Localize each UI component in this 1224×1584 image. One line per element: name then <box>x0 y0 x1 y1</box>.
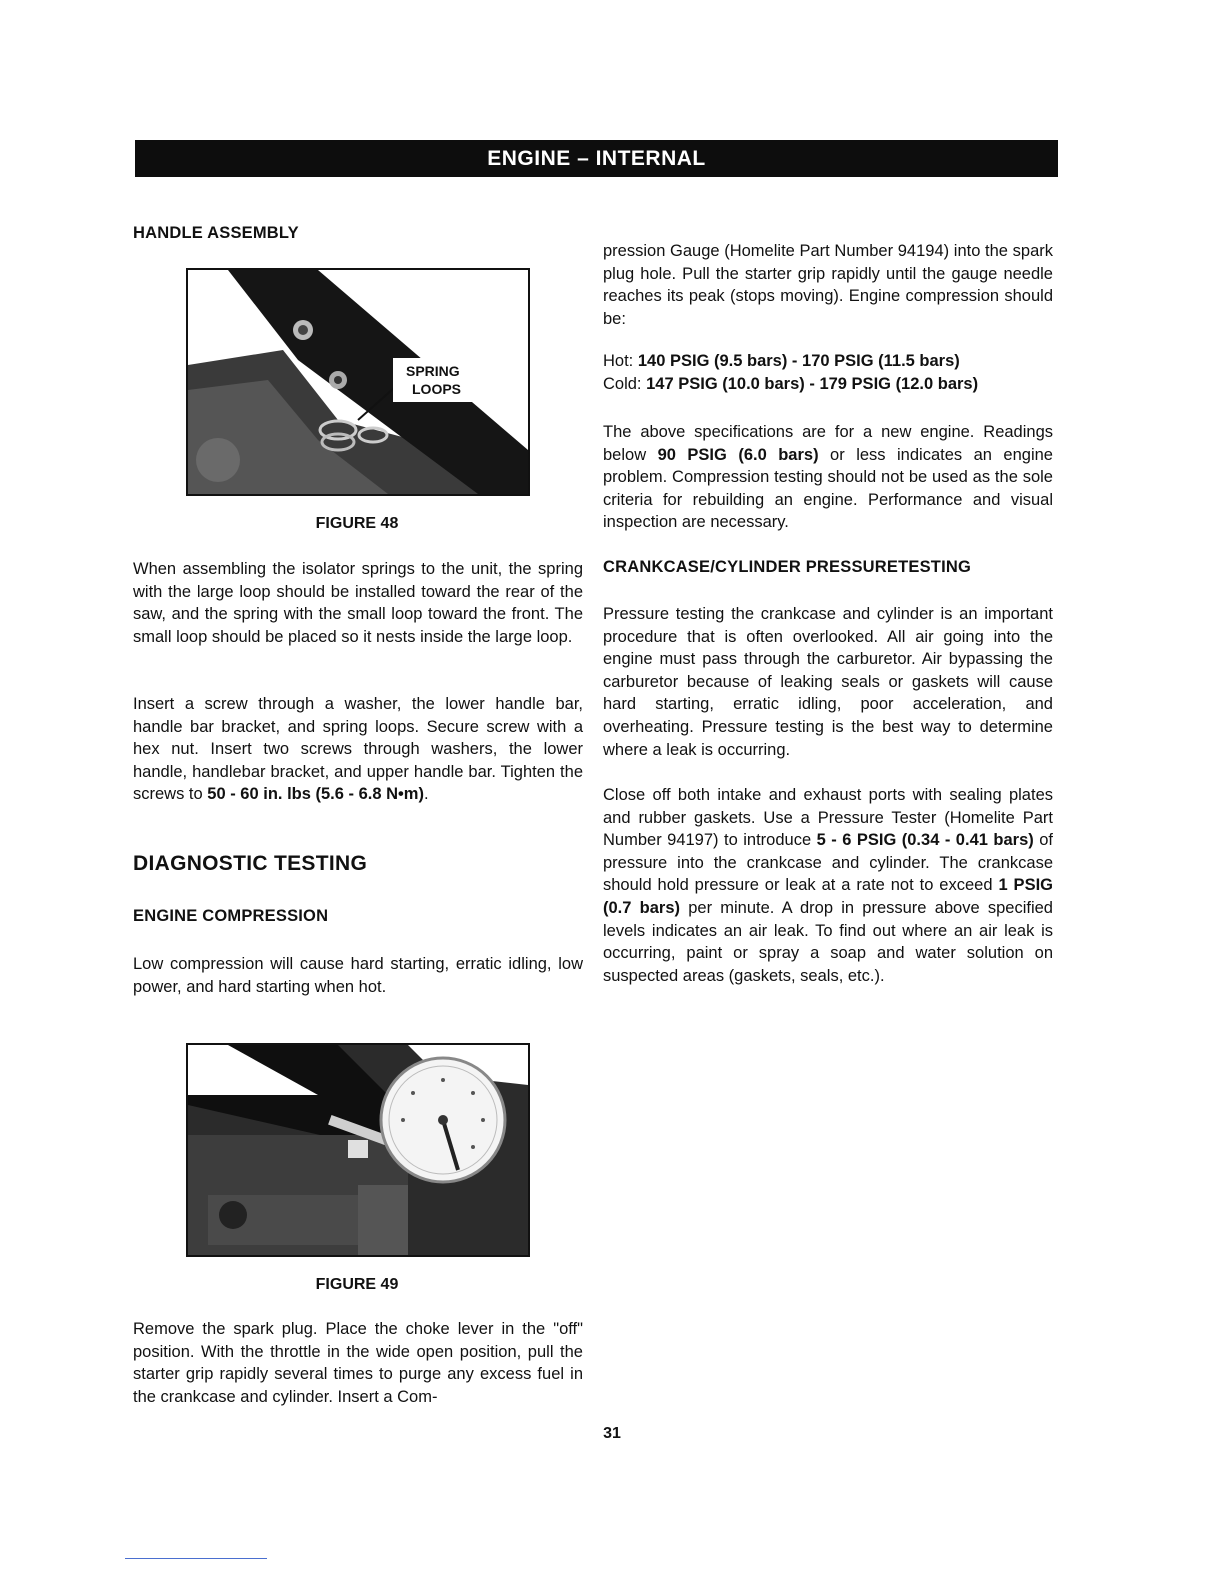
footer-rule <box>125 1558 267 1559</box>
spec-text-a: The above specifications are for a new engine. Readings below <box>603 423 1053 464</box>
pressure-testing-paragraph: Pressure testing the crankcase and cylinder is an important procedure that is often overlooked. All air going into the engine must pass through the carburetor. Air bypassing the carburetor because of leaking seals or gaskets will cause hard starting, erratic idling, poor acceleration, and overheating. Pressure testing is the best way to determine where a leak is occurring. <box>603 605 1053 759</box>
cold-spec <box>603 373 978 396</box>
hot-value: 140 PSIG (9.5 bars) - 170 PSIG (11.5 bars) <box>637 352 960 370</box>
crankcase-pressure-heading: CRANKCASE/CYLINDER PRESSURETESTING <box>603 558 972 576</box>
spring-callout-line2: LOOPS <box>412 381 462 397</box>
figure-49-caption: FIGURE 49 <box>315 1276 399 1293</box>
hot-label: Hot: <box>603 352 638 370</box>
handle-screws-end: . <box>423 785 429 804</box>
page-number: 31 <box>603 1425 621 1442</box>
cold-value: 147 PSIG (10.0 bars) - 179 PSIG (12.0 bars) <box>646 375 979 393</box>
spec-text-b: or less indicates an engine problem. Compression testing should not be used as the sole criteria for rebuilding an engine. Performance and visual inspection are necessary. <box>603 445 1053 532</box>
remove-spark-plug-paragraph: Remove the spark plug. Place the choke lever in the "off" position. With the throttle in the wide open position, pull the starter grip rapidly several times to purge any excess fuel in the crankcase and cylinder. Insert a Com- <box>133 1320 583 1406</box>
handle-assembly-heading: HANDLE ASSEMBLY <box>133 224 299 242</box>
handle-screws-text: Insert a screw through a washer, the lower handle bar, handle bar bracket, and spring loops. Secure screw with a hex nut. Insert two screws through washers, the lower handle, handlebar bracket, and upper handle bar. Tighten the screws to <box>133 695 583 804</box>
torque-spec: 50 - 60 in. lbs (5.6 - 6.8 N•m) <box>207 785 424 804</box>
close-text-b: of pressure into the crankcase and cylinder. The crankcase should hold pressure or leak at a rate not to exceed <box>603 831 1053 895</box>
figure-48-caption: FIGURE 48 <box>315 515 399 532</box>
section-banner: ENGINE – INTERNAL <box>135 140 1058 177</box>
figure-48-photo <box>186 268 530 496</box>
close-ports-paragraph <box>603 784 1053 987</box>
spec-threshold: 90 PSIG (6.0 bars) <box>657 445 819 464</box>
compression-gauge-photo <box>188 1045 528 1255</box>
spring-callout-line1: SPRING <box>406 363 460 379</box>
handle-spring-photo <box>188 270 528 494</box>
hot-spec <box>603 350 960 373</box>
close-text-c: per minute. A drop in pressure above specified levels indicates an air leak. To find out where an air leak is occurring, paint or spray a soap and water solution on suspected areas (gaskets, seals, etc.). <box>603 898 1053 985</box>
low-compression-paragraph: Low compression will cause hard starting, erratic idling, low power, and hard starting when hot. <box>133 955 583 996</box>
compression-gauge-paragraph: pression Gauge (Homelite Part Number 94194) into the spark plug hole. Pull the starter grip rapidly until the gauge needle reaches its peak (stops moving). Engine compression should be: <box>603 242 1053 328</box>
engine-compression-heading: ENGINE COMPRESSION <box>133 907 329 925</box>
specifications-paragraph <box>603 421 1053 534</box>
close-text-a: Close off both intake and exhaust ports with sealing plates and rubber gaskets. Use a Pressure Tester (Homelite Part Number 94197) to introduce <box>603 786 1053 850</box>
handle-screws-paragraph <box>133 693 583 806</box>
cold-label: Cold: <box>603 375 647 393</box>
diagnostic-testing-heading: DIAGNOSTIC TESTING <box>133 852 368 875</box>
leak-rate-spec: 1 PSIG (0.7 bars) <box>603 876 1053 917</box>
isolator-springs-paragraph: When assembling the isolator springs to the unit, the spring with the large loop should be installed toward the rear of the saw, and the spring with the small loop toward the front. The small loop should be placed so it nests inside the large loop. <box>133 560 583 646</box>
figure-49-photo <box>186 1043 530 1257</box>
test-pressure-spec: 5 - 6 PSIG (0.34 - 0.41 bars) <box>816 831 1034 850</box>
